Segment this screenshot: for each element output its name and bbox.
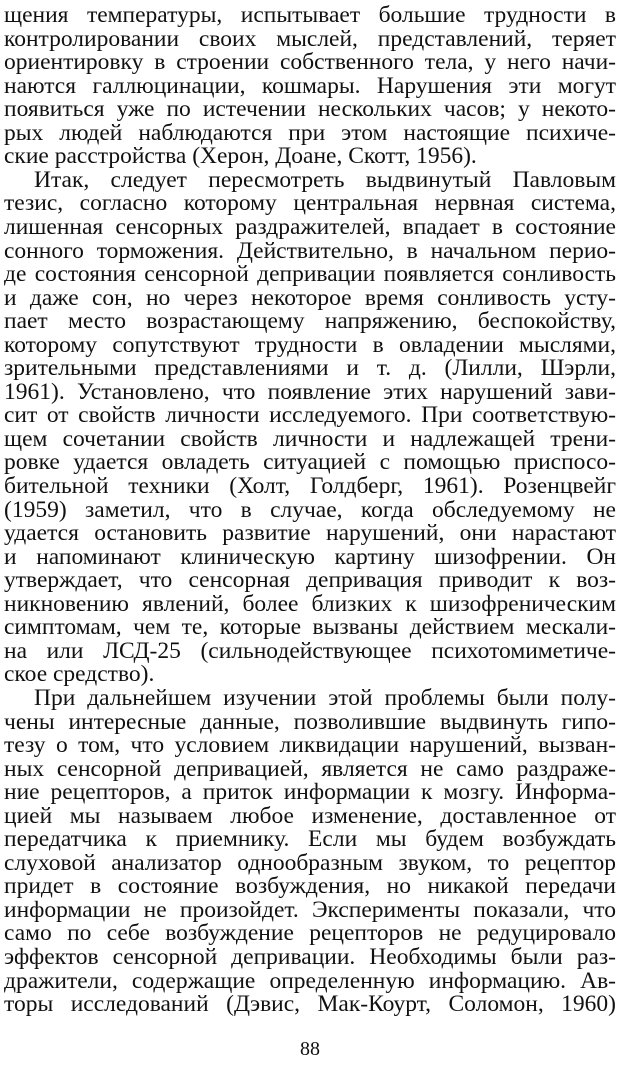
- text-line: ориентировку в строении собственного тела, у него начи-: [4, 49, 616, 76]
- text-line: сит от свойств личности исследуемого. При соответствую-: [4, 402, 616, 429]
- text-line: никновению явлений, более близких к шизофреническим: [4, 590, 616, 617]
- text-line: придет в состояние возбуждения, но никакой передачи: [4, 873, 616, 900]
- text-line: контролировании своих мыслей, представлений, теряет: [4, 25, 616, 52]
- text-line: зрительными представлениями и т. д. (Лилли, Шэрли,: [4, 355, 616, 382]
- text-line: само по себе возбуждение рецепторов не редуцировало: [4, 920, 616, 947]
- text-line: щения температуры, испытывает большие трудности в: [4, 2, 616, 28]
- text-line: де состояния сенсорной депривации появляется сонливость: [4, 261, 616, 288]
- book-page: [4, 0, 616, 1066]
- text-line: ных сенсорной депривацией, является не само раздраже-: [4, 755, 616, 782]
- text-line: и даже сон, но через некоторое время сонливость усту-: [4, 284, 616, 311]
- text-line: утверждает, что сенсорная депривация приводит к воз-: [4, 567, 616, 594]
- text-line: ровке удается овладеть ситуацией с помощью приспосо-: [4, 449, 616, 476]
- text-line: лишенная сенсорных раздражителей, впадает в состояние: [4, 213, 616, 240]
- text-line: торы исследований (Дэвис, Мак-Коурт, Соломон, 1960): [4, 991, 616, 1018]
- text-line: чены интересные данные, позволившие выдвинуть гипо-: [4, 708, 616, 735]
- text-line: (1959) заметил, что в случае, когда обследуемому не: [4, 496, 616, 523]
- text-line: цией мы называем любое изменение, доставленное от: [4, 802, 616, 829]
- text-line: эффектов сенсорной депривации. Необходимы были раз-: [4, 944, 616, 970]
- text-line: которому сопутствуют трудности в овладении мыслями,: [4, 331, 616, 358]
- text-line: рых людей наблюдаются при этом настоящие психиче-: [4, 119, 616, 146]
- text-line: ние рецепторов, а приток информации к мозгу. Информа-: [4, 779, 616, 806]
- text-line: тезу о том, что условием ликвидации нарушений, вызван-: [4, 732, 616, 759]
- text-line: бительной техники (Холт, Голдберг, 1961). Розенцвейг: [4, 473, 616, 499]
- paragraph-first-line: При дальнейшем изучении этой проблемы были полу-: [34, 684, 616, 711]
- text-line: ские расстройства (Херон, Доане, Скотт, 1956).: [4, 143, 477, 170]
- text-line: сонного торможения. Действительно, в начальном перио-: [4, 237, 616, 264]
- text-line: слуховой анализатор однообразным звуком, то рецептор: [4, 849, 616, 876]
- text-line: появиться уже по истечении нескольких часов; у некото-: [4, 96, 616, 123]
- text-line: и напоминают клиническую картину шизофрении. Он: [4, 543, 616, 570]
- text-line: пает место возрастающему напряжению, беспокойству,: [4, 308, 616, 335]
- page-number: 88: [300, 1038, 320, 1060]
- text-line: передатчика к приемнику. Если мы будем возбуждать: [4, 826, 616, 853]
- text-line: наются галлюцинации, кошмары. Нарушения эти могут: [4, 72, 616, 99]
- text-line: удается остановить развитие нарушений, они нарастают: [4, 520, 616, 547]
- text-line: информации не произойдет. Эксперименты показали, что: [4, 896, 616, 923]
- text-line: дражители, содержащие определенную информацию. Ав-: [4, 967, 616, 994]
- text-line: 1961). Установлено, что появление этих нарушений зави-: [4, 378, 616, 405]
- text-line: щем сочетании свойств личности и надлежащей трени-: [4, 425, 616, 452]
- paragraph-first-line: Итак, следует пересмотреть выдвинутый Павловым: [34, 166, 616, 193]
- text-line: ское средство).: [4, 661, 155, 688]
- text-line: на или ЛСД-25 (сильнодействующее психотомиметиче-: [4, 637, 616, 664]
- text-line: симптомам, чем те, которые вызваны действием мескали-: [4, 614, 616, 641]
- text-line: тезис, согласно которому центральная нервная система,: [4, 190, 616, 217]
